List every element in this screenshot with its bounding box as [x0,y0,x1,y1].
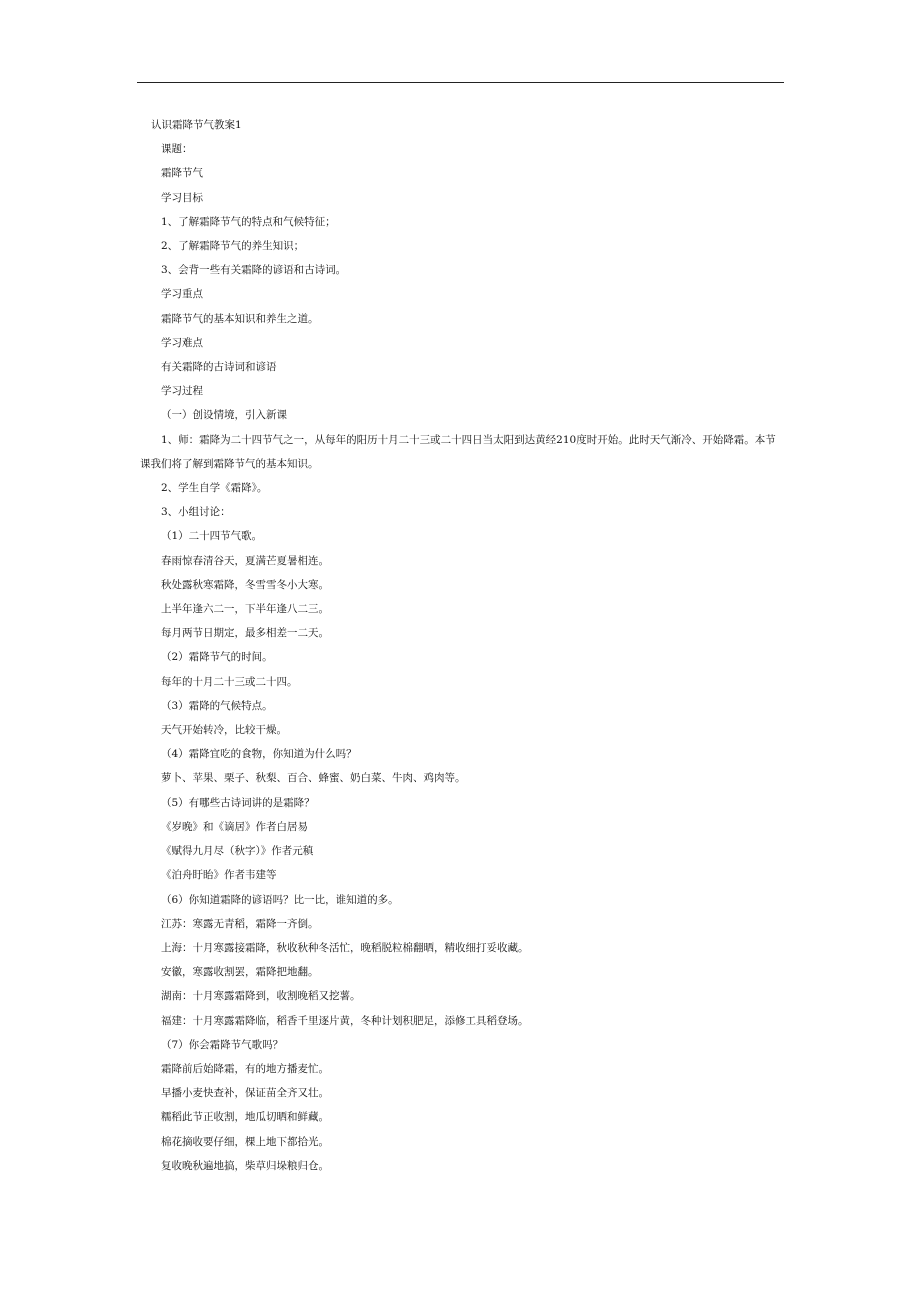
text-line: 《赋得九月尽（秋字）》作者元稹 [161,845,314,858]
text-line: 棉花摘收要仔细，棵上地下都拾光。 [161,1135,329,1148]
text-line: 每年的十月二十三或二十四。 [161,675,298,688]
section-heading: 学习重点 [161,288,203,301]
text-line: 糯稻此节正收割，地瓜切晒和鲜藏。 [161,1111,329,1124]
text-line: （5）有哪些古诗词讲的是霜降？ [161,796,315,809]
text-line: 2、了解霜降节气的养生知识； [161,240,305,253]
text-line: 每月两节日期定，最多相差一二天。 [161,627,329,640]
text-line: 江苏：寒露无青稻，霜降一齐倒。 [161,917,319,930]
text-line: 《岁晚》和《谪居》作者白居易 [161,820,308,833]
text-line: （2）霜降节气的时间。 [161,651,273,664]
text-line: 上海：十月寒露接霜降，秋收秋种冬活忙，晚稻脱粒棉翻晒，精收细打妥收藏。 [161,941,529,954]
text-line: 3、会背一些有关霜降的谚语和古诗词。 [161,264,347,277]
text-line: 霜降节气的基本知识和养生之道。 [161,312,319,325]
text-line: 福建：十月寒露霜降临，稻香千里逐片黄，冬种计划积肥足，添修工具稻登场。 [161,1014,529,1027]
text-line: 《泊舟盱眙》作者韦建等 [161,869,277,882]
text-line: 霜降节气 [161,167,203,180]
text-line: 2、学生自学《霜降》。 [161,482,268,495]
text-line: 课题： [161,143,193,156]
text-line: （1）二十四节气歌。 [161,530,263,543]
document-body [140,113,785,1178]
section-heading: 学习目标 [161,191,203,204]
text-line: 春雨惊春清谷天，夏满芒夏暑相连。 [161,554,329,567]
text-line: 天气开始转冷，比较干燥。 [161,724,287,737]
text-line: 湖南：十月寒露霜降到，收割晚稻又挖薯。 [161,990,361,1003]
text-line: （一）创设情境，引入新课 [161,409,287,422]
text-line: 安徽，寒露收割罢，霜降把地翻。 [161,966,319,979]
text-line: 霜降前后始降霜，有的地方播麦忙。 [161,1062,329,1075]
text-line: 复收晚秋遍地搞，柴草归垛粮归仓。 [161,1159,329,1172]
text-line: 萝卜、苹果、栗子、秋梨、百合、蜂蜜、奶白菜、牛肉、鸡肉等。 [161,772,466,785]
text-line: 上半年逢六二一，下半年逢八二三。 [161,603,329,616]
text-line: （7）你会霜降节气歌吗？ [161,1038,284,1051]
section-heading: 学习过程 [161,385,203,398]
text-line: 早播小麦快查补，保证苗全齐又壮。 [161,1087,329,1100]
text-line: （4）霜降宜吃的食物，你知道为什么吗？ [161,748,357,761]
text-line: 秋处露秋寒霜降，冬雪雪冬小大寒。 [161,578,329,591]
header-rule [137,82,784,83]
wrapped-paragraph: 1、师：霜降为二十四节气之一，从每年的阳历十月二十三或二十四日当太阳到达黄经210度时开始。此时天气渐冷、开始降霜。本节课我们将了解到霜降节气的基本知识。 [140,433,776,470]
text-line: （6）你知道霜降的谚语吗？比一比，谁知道的多。 [161,893,399,906]
text-line: 有关霜降的古诗词和谚语 [161,361,277,374]
text-line: 1、了解霜降节气的特点和气候特征； [161,215,336,228]
section-heading: 学习难点 [161,336,203,349]
text-line: 3、小组讨论： [161,506,231,519]
document-title: 认识霜降节气教案1 [151,119,242,131]
text-line: （3）霜降的气候特点。 [161,699,273,712]
